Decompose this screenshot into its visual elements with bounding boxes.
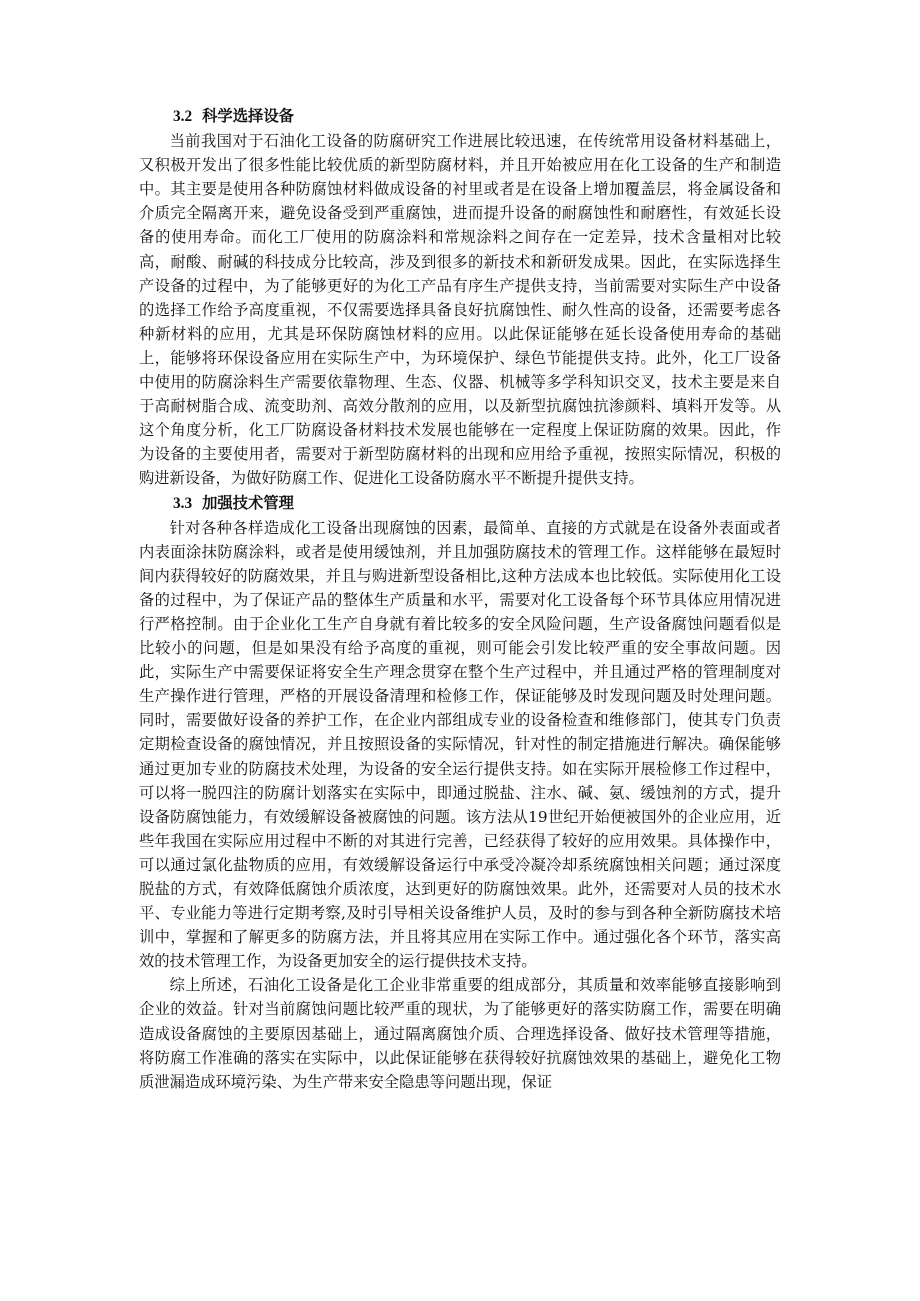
paragraph-conclusion: 综上所述，石油化工设备是化工企业非常重要的组成部分，其质量和效率能够直接影响到企业的效益。针对当前腐蚀问题比较严重的现状，为了能够更好的落实防腐工作，需要在明确造成设备腐蚀的主要原因基础上，通过隔离腐蚀介质、合理选择设备、做好技术管理等措施，将防腐工作准确的落实在实际中，以此保证能够在获得较好抗腐蚀效果的基础上，避免化工物质泄漏造成环境污染、为生产带来安全隐患等问题出现，保证 xyxy=(139,976,781,1091)
document-page xyxy=(139,104,781,1094)
section-heading-3-3 xyxy=(139,491,781,516)
paragraph-equipment-selection: 当前我国对于石油化工设备的防腐研究工作进展比较迅速，在传统常用设备材料基础上，又积极开发出了很多性能比较优质的新型防腐材料，并且开始被应用在化工设备的生产和制造中。其主要是使用各种防腐蚀材料做成设备的衬里或者是在设备上增加覆盖层，将金属设备和介质完全隔离开来，避免设备受到严重腐蚀，进而提升设备的耐腐蚀性和耐磨性，有效延长设备的使用寿命。而化工厂使用的防腐涂料和常规涂料之间存在一定差异，技术含量相对比较高，耐酸、耐碱的科技成分比较高，涉及到很多的新技术和新研发成果。因此，在实际选择生产设备的过程中，为了能够更好的为化工产品有序生产提供支持，当前需要对实际生产中设备的选择工作给予高度重视，不仅需要选择具备良好抗腐蚀性、耐久性高的设备，还需要考虑各种新材料的应用，尤其是环保防腐蚀材料的应用。以此保证能够在延长设备使用寿命的基础上，能够将环保设备应用在实际生产中，为环境保护、绿色节能提供支持。此外，化工厂设备中使用的防腐涂料生产需要依靠物理、生态、仪器、机械等多学科知识交叉，技术主要是来自于高耐树脂合成、流变助剂、高效分散剂的应用，以及新型抗腐蚀抗渗颜料、填料开发等。从这个角度分析，化工厂防腐设备材料技术发展也能够在一定程度上保证防腐的效果。因此，作为设备的主要使用者，需要对于新型防腐材料的出现和应用给予重视，按照实际情况，积极的购进新设备，为做好防腐工作、促进化工设备防腐水平不断提升提供支持。 xyxy=(139,132,781,488)
section-title: 科学选择设备 xyxy=(202,107,294,125)
paragraph-technical-management: 针对各种各样造成化工设备出现腐蚀的因素，最简单、直接的方式就是在设备外表面或者内表面涂抹防腐涂料，或者是使用缓蚀剂，并且加强防腐技术的管理工作。这样能够在最短时间内获得较好的防腐效果，并且与购进新型设备相比,这种方法成本也比较低。实际使用化工设备的过程中，为了保证产品的整体生产质量和水平，需要对化工设备每个环节具体应用情况进行严格控制。由于企业化工生产自身就有着比较多的安全风险问题，生产设备腐蚀问题看似是比较小的问题，但是如果没有给予高度的重视，则可能会引发比较严重的安全事故问题。因此，实际生产中需要保证将安全生产理念贯穿在整个生产过程中，并且通过严格的管理制度对生产操作进行管理，严格的开展设备清理和检修工作，保证能够及时发现问题及时处理问题。同时，需要做好设备的养护工作，在企业内部组成专业的设备检查和维修部门，使其专门负责定期检查设备的腐蚀情况，并且按照设备的实际情况，针对性的制定措施进行解决。确保能够通过更加专业的防腐技术处理，为设备的安全运行提供支持。如在实际开展检修工作过程中，可以将一脱四注的防腐计划落实在实际中，即通过脱盐、注水、碱、氨、缓蚀剂的方式，提升设备防腐蚀能力，有效缓解设备被腐蚀的问题。该方法从19世纪开始便被国外的企业应用，近些年我国在实际应用过程中不断的对其进行完善，已经获得了较好的应用效果。具体操作中，可以通过氯化盐物质的应用，有效缓解设备运行中承受冷凝冷却系统腐蚀相关问题；通过深度脱盐的方式，有效降低腐蚀介质浓度，达到更好的防腐蚀效果。此外，还需要对人员的技术水平、专业能力等进行定期考察,及时引导相关设备维护人员，及时的参与到各种全新防腐技术培训中，掌握和了解更多的防腐方法，并且将其应用在实际工作中。通过强化各个环节，落实高效的技术管理工作，为设备更加安全的运行提供技术支持。 xyxy=(139,518,781,971)
section-number: 3.3 xyxy=(173,494,193,512)
section-number: 3.2 xyxy=(173,108,193,125)
section-heading-3-2 xyxy=(139,104,781,129)
section-title: 加强技术管理 xyxy=(202,493,294,512)
